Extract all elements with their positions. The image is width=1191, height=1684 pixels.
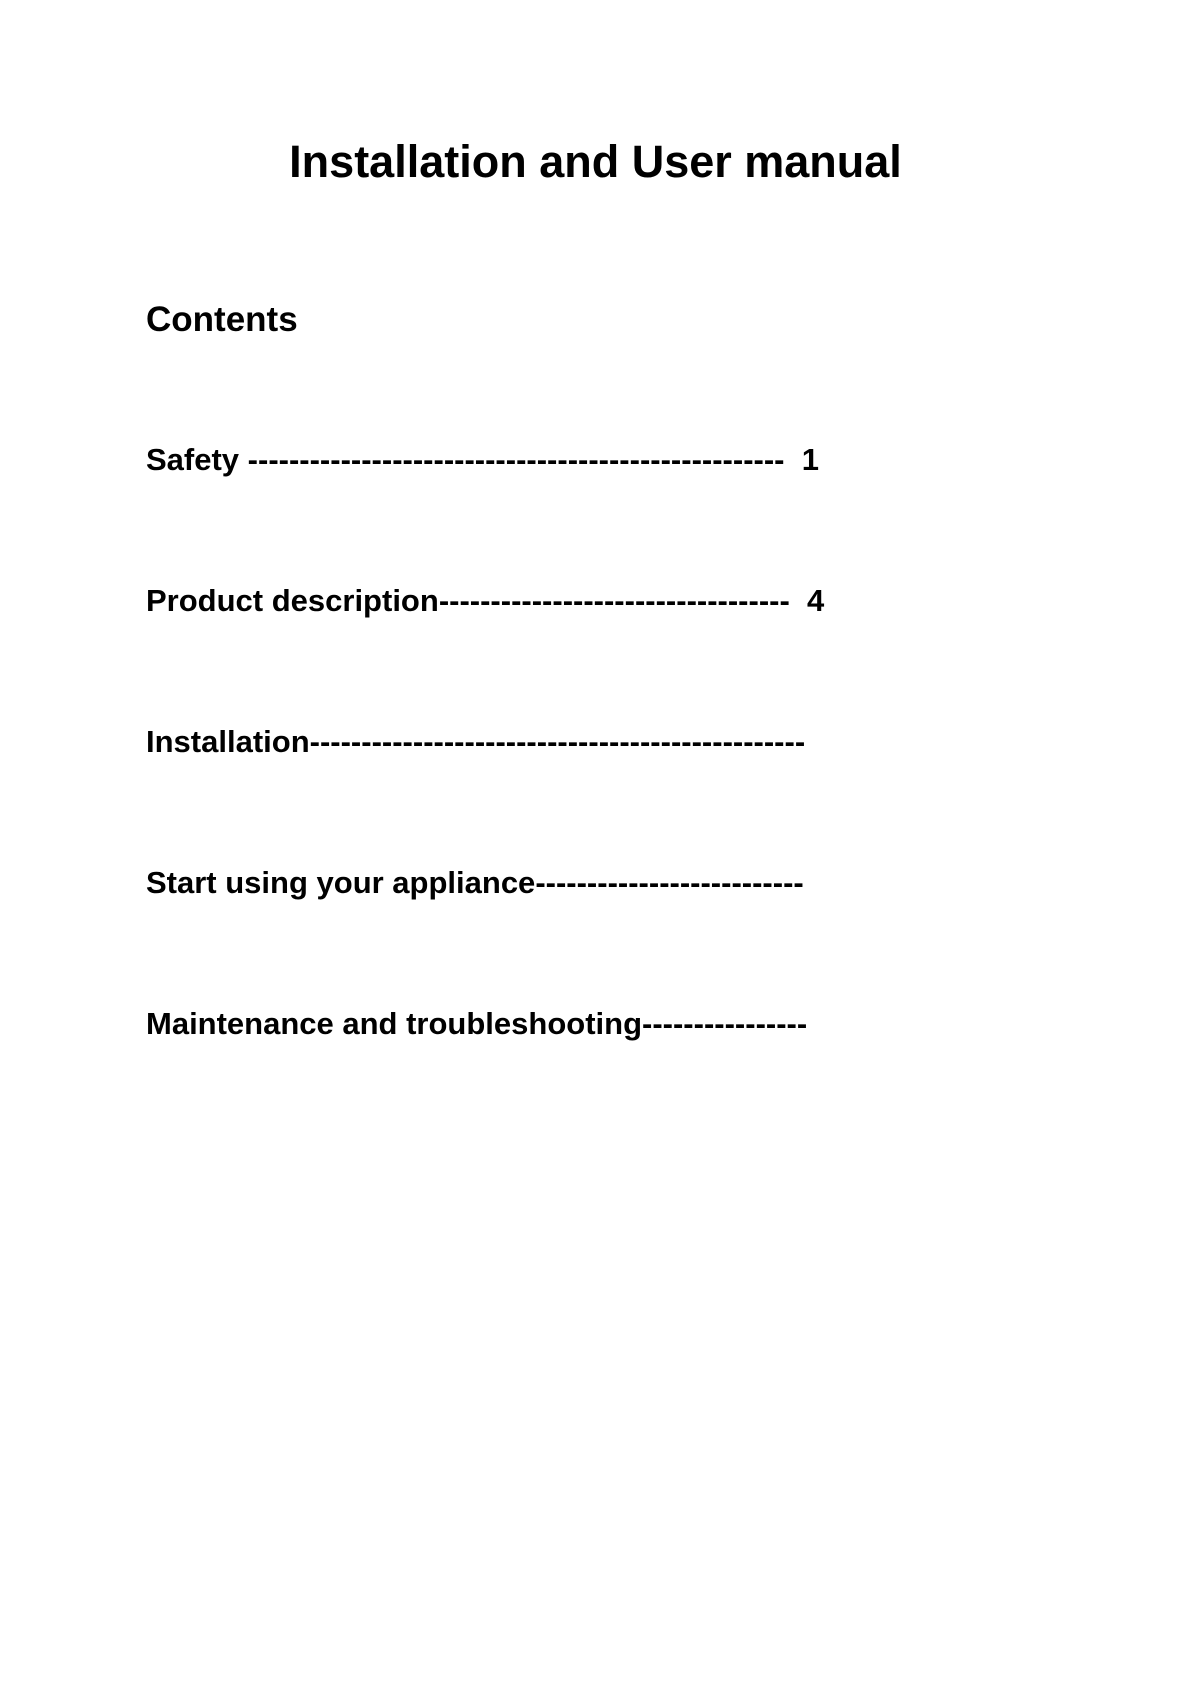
toc-entry-product-description [146, 582, 824, 620]
toc-leader: ------------------------------------------------ [309, 724, 806, 759]
toc-entry-label: Safety [146, 442, 248, 477]
toc-leader: ---------------------------------- [438, 583, 790, 618]
toc-leader: ---------------- [642, 1006, 808, 1041]
toc-leader: -------------------------- [535, 865, 804, 900]
toc-page-number: 1 [784, 442, 819, 477]
toc-leader: ---------------------------------------------------- [247, 442, 785, 477]
toc-entry-label: Maintenance and troubleshooting [146, 1006, 643, 1041]
toc-entry-safety [146, 441, 819, 479]
toc-entry-label: Product description [146, 583, 439, 618]
document-title: Installation and User manual [289, 136, 902, 187]
toc-page-number: 4 [789, 583, 825, 618]
toc-entry-start-using [146, 864, 804, 902]
contents-heading: Contents [146, 300, 298, 339]
toc-entry-installation [146, 723, 805, 761]
toc-entry-label: Start using your appliance [146, 865, 536, 900]
toc-entry-maintenance [146, 1005, 807, 1043]
toc-entry-label: Installation [146, 724, 310, 759]
